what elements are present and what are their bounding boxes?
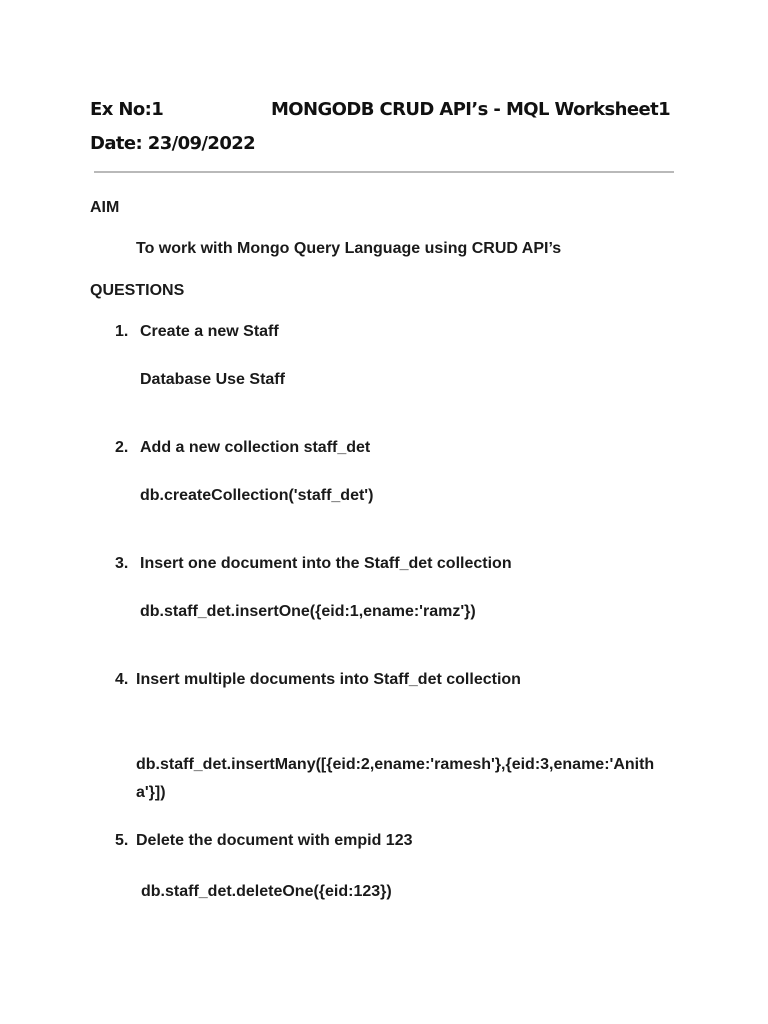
- question-number: 2.: [115, 439, 129, 456]
- exercise-number: Ex No:1: [90, 99, 164, 120]
- answer-code: db.staff_det.deleteOne({eid:123}): [141, 883, 392, 900]
- document-title: MONGODB CRUD API’s - MQL Worksheet1: [271, 99, 671, 120]
- question-text: Add a new collection staff_det: [140, 439, 371, 456]
- answer-code: db.staff_det.insertMany([{eid:2,ename:'ramesh'},{eid:3,ename:'Anitha'}]): [136, 756, 655, 801]
- question-number: 1.: [115, 323, 129, 340]
- aim-text: To work with Mongo Query Language using CRUD API’s: [136, 240, 562, 257]
- header-divider: [94, 171, 674, 173]
- answer-text: Database Use Staff: [140, 371, 285, 388]
- question-number: 4.: [115, 671, 129, 688]
- question-text: Insert one document into the Staff_det collection: [140, 555, 512, 572]
- document-date: Date: 23/09/2022: [90, 133, 256, 154]
- questions-heading: QUESTIONS: [90, 282, 185, 299]
- question-number: 5.: [115, 832, 129, 849]
- aim-heading: AIM: [90, 199, 120, 216]
- answer-code: db.createCollection('staff_det'): [140, 487, 374, 504]
- question-number: 3.: [115, 555, 129, 572]
- question-text: Create a new Staff: [140, 323, 279, 340]
- answer-code: db.staff_det.insertOne({eid:1,ename:'ramz'}): [140, 603, 476, 620]
- question-text: Delete the document with empid 123: [136, 832, 413, 849]
- question-text: Insert multiple documents into Staff_det collection: [136, 671, 521, 688]
